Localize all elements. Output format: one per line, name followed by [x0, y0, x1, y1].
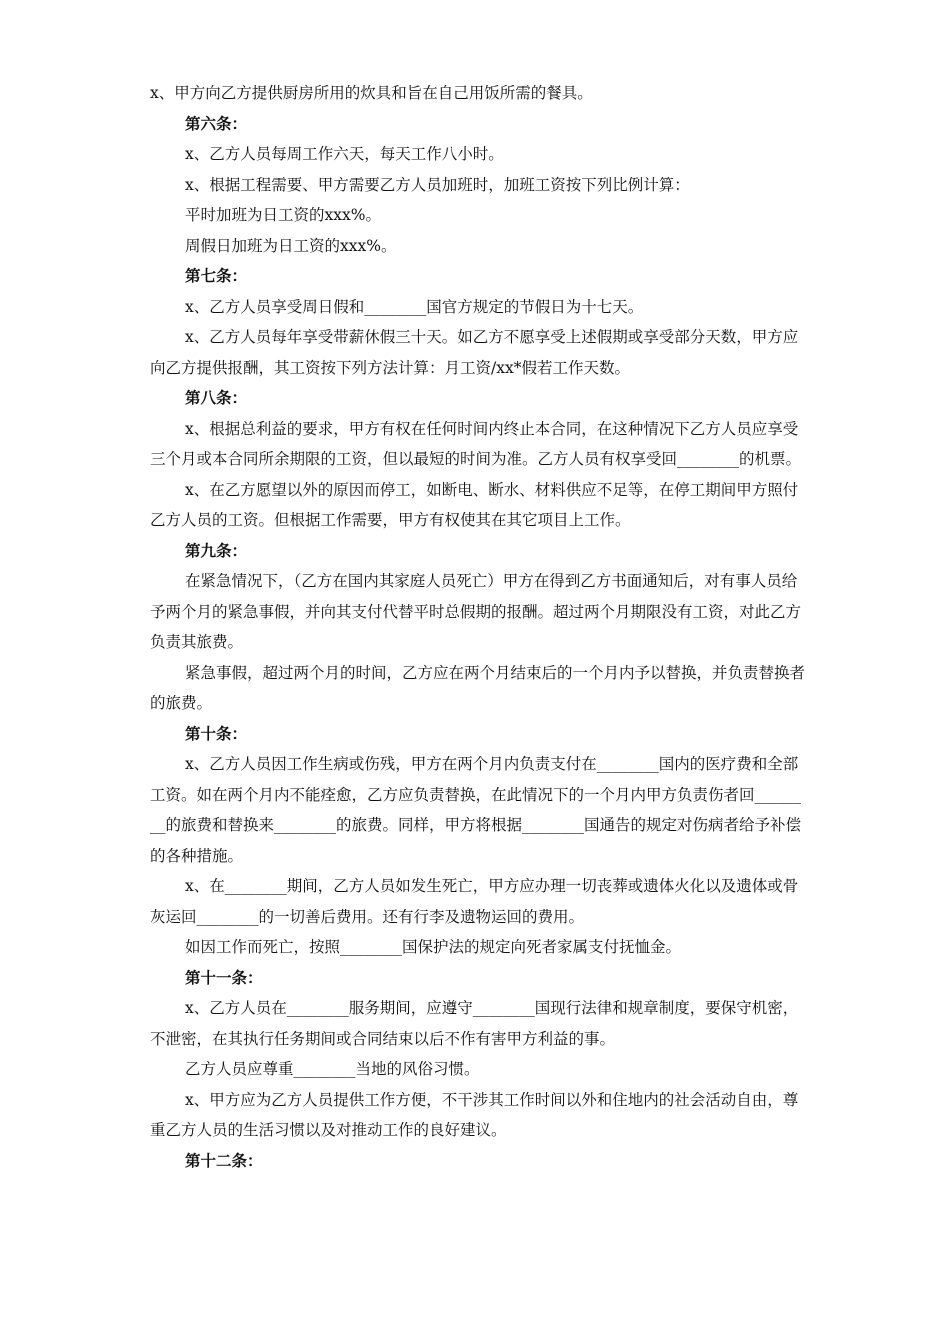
paragraph: 在紧急情况下，（乙方在国内其家庭人员死亡）甲方在得到乙方书面通知后，对有事人员给予两个月的紧急事假，并向其支付代替平时总假期的报酬。超过两个月期限没有工资，对此乙方负责其旅费。	[150, 572, 802, 651]
document-body	[150, 78, 805, 1176]
paragraph: x、甲方应为乙方人员提供工作方便，不干涉其工作时间以外和住地内的社会活动自由，尊重乙方人员的生活习惯以及对推动工作的良好建议。	[150, 1090, 799, 1139]
paragraph: x、乙方人员在________服务期间，应遵守________国现行法律和规章制度，要保守机密，不泄密，在其执行任务期间或合同结束以后不作有害甲方利益的事。	[150, 999, 799, 1048]
paragraph: x、根据总利益的要求，甲方有权在任何时间内终止本合同，在这种情况下乙方人员应享受三个月或本合同所余期限的工资，但以最短的时间为准。乙方人员有权享受回________的机票。	[150, 419, 802, 468]
section-heading: 第十一条：	[185, 967, 263, 987]
section-heading: 第十条：	[185, 723, 248, 743]
paragraph: x、乙方人员每年享受带薪休假三十天。如乙方不愿享受上述假期或享受部分天数，甲方应向乙方提供报酬，其工资按下列方法计算：月工资/xx*假若工作天数。	[150, 328, 799, 377]
section-heading: 第六条：	[185, 113, 248, 133]
section-heading: 第八条：	[185, 388, 248, 407]
section-heading: 第九条：	[185, 540, 248, 560]
paragraph: x、乙方人员每周工作六天，每天工作八小时。	[185, 145, 504, 163]
paragraph: x、在________期间，乙方人员如发生死亡，甲方应办理一切丧葬或遗体火化以及遗体或骨灰运回________的一切善后费用。还有行李及遗物运回的费用。	[150, 877, 799, 926]
paragraph: 乙方人员应尊重________当地的风俗习惯。	[185, 1060, 480, 1078]
section-heading: 第十二条：	[185, 1150, 263, 1170]
paragraph: 平时加班为日工资的xxx%。	[185, 206, 381, 224]
paragraph: x、甲方向乙方提供厨房所用的炊具和旨在自己用饭所需的餐具。	[150, 84, 593, 102]
section-heading: 第七条：	[185, 266, 248, 285]
paragraph: x、在乙方愿望以外的原因而停工，如断电、断水、材料供应不足等，在停工期间甲方照付乙方人员的工资。但根据工作需要，甲方有权使其在其它项目上工作。	[150, 480, 799, 529]
paragraph: 如因工作而死亡，按照________国保护法的规定向死者家属支付抚恤金。	[185, 938, 682, 956]
paragraph: x、乙方人员享受周日假和________国官方规定的节假日为十七天。	[185, 297, 644, 316]
paragraph: x、乙方人员因工作生病或伤残，甲方在两个月内负责支付在________国内的医疗费和全部工资。如在两个月内不能痊愈，乙方应负责替换，在此情况下的一个月内甲方负责伤者回________的旅费和替换来________的旅费。同样，甲方将根据________国通告的规定对伤病者给予补偿的各种措施。	[150, 755, 802, 865]
paragraph: x、根据工程需要、甲方需要乙方人员加班时，加班工资按下列比例计算：	[185, 175, 690, 194]
paragraph: 周假日加班为日工资的xxx%。	[185, 236, 397, 255]
paragraph: 紧急事假，超过两个月的时间，乙方应在两个月结束后的一个月内予以替换，并负责替换者的旅费。	[150, 663, 806, 712]
